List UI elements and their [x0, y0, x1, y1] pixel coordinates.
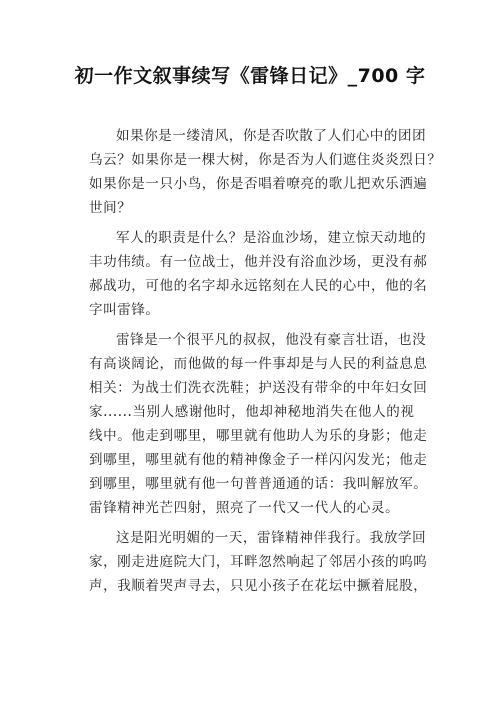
- paragraph-2: [89, 226, 428, 322]
- document-body: [89, 124, 442, 604]
- text-line: 声，我顺着哭声寻去，只见小孩子在花坛中撅着屁股，: [89, 578, 428, 594]
- text-line: 丰功伟绩。有一位战士，他并没有浴血沙场，更没有郝: [89, 254, 428, 270]
- text-line: 到哪里，哪里就有他一句普普通通的话：我叫解放军。: [89, 476, 428, 492]
- text-line: 相关：为战士们洗衣洗鞋；护送没有带伞的中年妇女回: [89, 380, 428, 396]
- text-line: 这是阳光明媚的一天，雷锋精神伴我行。我放学回: [116, 530, 427, 546]
- text-line: 乌云？如果你是一棵大树，你是否为人们遮住炎炎烈日？: [89, 152, 442, 168]
- text-line: 雷锋精神光芒四射，照亮了一代又一代人的心灵。: [89, 500, 400, 516]
- text-line: 郝战功，可他的名字却永远铭刻在人民的心中，他的名: [89, 278, 428, 294]
- paragraph-1: [89, 124, 442, 220]
- text-line: 线中。他走到哪里，哪里就有他助人为乐的身影；他走: [89, 428, 428, 444]
- text-line: 有高谈阔论，而他做的每一件事却是与人民的利益息息: [89, 356, 428, 372]
- text-line: 家，刚走进庭院大门，耳畔忽然响起了邻居小孩的呜呜: [89, 554, 428, 570]
- document-title: 初一作文叙事续写《雷锋日记》_700 字: [74, 65, 426, 87]
- text-line: 如果你是一缕清风，你是否吹散了人们心中的团团: [116, 128, 427, 144]
- text-line: 到哪里，哪里就有他的精神像金子一样闪闪发光；他走: [89, 452, 428, 468]
- text-line: 雷锋是一个很平凡的叔叔，他没有豪言壮语，也没: [116, 332, 427, 348]
- text-line: 字叫雷锋。: [89, 302, 160, 318]
- text-line: 家......当别人感谢他时，他却神秘地消失在他人的视: [89, 404, 415, 420]
- paragraph-3: [89, 328, 428, 520]
- text-line: 军人的职责是什么？是浴血沙场，建立惊天动地的: [116, 230, 427, 246]
- text-line: 世间？: [89, 200, 132, 216]
- paragraph-4: [89, 526, 428, 598]
- text-line: 如果你是一只小鸟，你是否唱着嘹亮的歌儿把欢乐洒遍: [89, 176, 428, 192]
